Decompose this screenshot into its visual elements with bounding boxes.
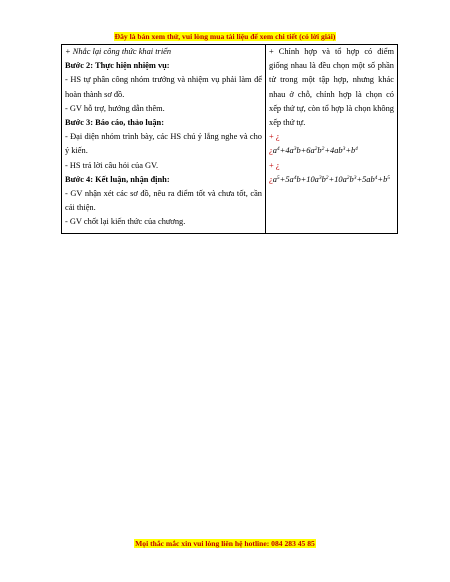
table-row	[62, 45, 398, 234]
comparison-paragraph: + Chỉnh hợp và tổ hợp có điểm giống nhau là đều chọn một số phần tử trong một tập hợp, nhưng khác nhau ở chỗ, chỉnh hợp là chọn có xếp thứ tự, còn tổ hợp là chọn không xếp thứ tự.	[269, 47, 394, 128]
hotline-banner	[0, 539, 450, 548]
hotline-banner-text: Mọi thắc mắc xin vui lòng liên hệ hotline: 084 283 45 85	[135, 539, 315, 548]
step2-line: - GV hỗ trợ, hướng dẫn thêm.	[65, 103, 165, 113]
step3-line: - Đại diện nhóm trình bày, các HS chú ý lắng nghe và cho ý kiến.	[65, 132, 262, 156]
plus-marker: + ¿	[269, 132, 280, 142]
preview-banner-text: Đây là bản xem thử, vui lòng mua tài liệu để xem chi tiết (có lời giải)	[114, 32, 336, 41]
step2-line: - HS tự phân công nhóm trưởng và nhiệm vụ phải làm để hoàn thành sơ đồ.	[65, 75, 262, 99]
step4-line: - GV nhận xét các sơ đồ, nêu ra điểm tốt và chưa tốt, cần cải thiện.	[65, 189, 262, 213]
content-cell	[266, 45, 398, 234]
step4-heading: Bước 4: Kết luận, nhận định:	[65, 174, 170, 184]
intro-text: + Nhắc lại công thức khai triển	[65, 47, 172, 56]
binomial-formula-5: ¿$a^5+5a^4b+10a^3b^2+10a^2b^3+5ab^4+b^5$	[269, 174, 390, 184]
activity-cell	[62, 45, 266, 234]
step3-heading: Bước 3: Báo cáo, thảo luận:	[65, 118, 164, 128]
step2-heading: Bước 2: Thực hiện nhiệm vụ:	[65, 61, 170, 71]
step4-line: - GV chốt lại kiến thức của chương.	[65, 217, 186, 227]
preview-banner	[0, 32, 450, 41]
binomial-formula-4: ¿$a^4+4a^3b+6a^2b^2+4ab^3+b^4$	[269, 146, 358, 156]
lesson-table	[61, 44, 398, 234]
step3-line: - HS trả lời câu hỏi của GV.	[65, 160, 159, 170]
plus-marker: + ¿	[269, 160, 280, 170]
